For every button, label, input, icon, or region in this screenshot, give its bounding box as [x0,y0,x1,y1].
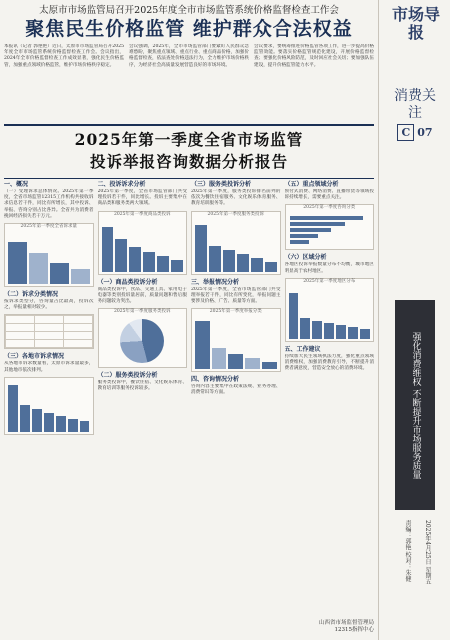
pie-chart-graphic [120,319,164,363]
section-text: 2025年第一季度，全省市场监管部门共受理举报若干件，同比有所变化，举报问题主要涉及价格、广告、质量等方面。 [191,286,281,305]
figure [285,204,375,250]
section-text: 商品类投诉中，食品、交通工具、家用电子电器等类别投诉量居前，质量问题和售后服务问题较为突出。 [97,286,187,305]
figure-title: 2025年第一季度服务类投诉 [207,211,264,217]
section-label: 消费关注 [394,88,436,121]
report-columns [4,180,374,636]
figure [285,278,375,342]
bar-chart-graphic [192,315,280,371]
table-figure [4,314,94,349]
figure [98,308,188,368]
section-title: （二）服务类投诉分析 [97,372,158,380]
section-text: （一）受理诉求总体情况。2025年第一季度，全省市场监管12315工作机构共接收诉求信息若干件，同比有所增长，其中投诉、举报、咨询分别占比各异。全省共为消费者挽回经济损失若干万元。 [4,189,94,219]
section-text: 从各地市诉求数量看，太原市诉求量最多，其他地市依次排列。 [4,361,94,373]
lead-col-1: 本报讯（记者 郭艳艳）近日，太原市市场监管局召开2025年度全市市场监管系统价格监督检查工作会。会议指出，2024年全市价格监督检查工作成效显著，强化民生价格监管，加强重点领域价格监管，维护市场价格秩序稳定。 [4,44,124,68]
report-source [319,620,374,634]
report-col-3 [191,180,281,636]
figure [98,211,188,275]
slogan-banner: 强化消费维权 不断提升市场服务质量 [395,300,435,510]
report-title [4,124,374,179]
bar-chart-graphic [99,218,187,274]
bar-chart-graphic [5,378,93,434]
section-text: 各地区投诉举报数量分布不均衡，城市地区明显高于农村地区。 [284,262,374,274]
kicker: 太原市市场监管局召开2025年度全市市场监管系统价格监督检查工作会 [39,5,339,16]
figure [4,377,94,435]
hbar-chart-graphic [286,211,374,249]
editor-info: 责编：郭艳 校对：朱健 [404,520,411,582]
masthead-logo: 市场导报 [391,5,440,42]
page-letter: C [397,124,414,141]
report-col-4 [285,180,375,636]
section-text: 2025年第一季度，全省市场监管部门共受理投诉若干件，同比增长。投诉主要集中在商品类和服务类两大领域。 [97,189,187,207]
figure-title: 2025年第一季度咨询分类 [303,205,356,211]
figure-title: 2025年第一季度地区分布 [303,278,356,284]
page-code [391,124,439,141]
source-line-1: 山西省市场监督管理局 [318,620,374,626]
figure [191,308,281,372]
bar-chart-graphic [286,285,374,341]
section-title: 一、概况 [4,181,29,188]
section-text: 咨询内容主要集中在政策法规、业务办理、消费常识等方面。 [191,384,281,396]
report-title-line-2: 投诉举报咨询数据分析报告 [89,152,288,171]
section-title: （三）服务类投诉分析 [191,181,252,188]
figure [191,211,281,275]
bar-chart-graphic [5,230,93,286]
lead-col-3: 会议要求，要统筹推进价格监管各项工作，进一步提高价格监管效能。要落实价格监管规范化建设，开展价格监督检查；要强化价格风险防范，及时回应社会关切；要加强队伍建设，提升价格监管能力水平。 [254,44,374,68]
section-text: 2025年第一季度，服务类投诉排名前列的依次为餐饮住宿服务、文化娱乐体育服务、教育培训服务等。 [191,189,281,207]
section-title: 四、咨询情况分析 [191,376,240,384]
figure-title: 2025年第一季度商品类投诉 [114,211,171,217]
section-title: （三）各地市诉求情况 [4,353,65,361]
report-col-2 [98,180,188,636]
section-text: 预付式消费、网络消费、直播带货等领域投诉持续增长，需要重点关注。 [284,189,374,201]
report-col-1 [4,180,94,636]
figure-title: 2025年第一季度全省诉求量 [20,224,77,230]
section-title: 三、举报情况分析 [191,278,240,286]
section-title: （一）商品类投诉分析 [97,278,158,286]
section-text: 持续加大民生领域执法力度，强化重点领域消费维权，加强消费教育引导，不断提升消费者满意度，营造安全放心的消费环境。 [284,353,374,372]
page-number: 07 [417,126,433,139]
headline: 聚焦民生价格监管 维护群众合法权益 [25,18,353,40]
report-title-line-1: 2025年第一季度全省市场监管 [74,130,304,149]
section-title: 五、工作建议 [284,345,321,353]
figure-title: 2025年第一季度举报分类 [209,309,262,315]
section-title: （六）区域分析 [284,254,327,262]
figure [4,223,94,287]
section-text: 服务类投诉中，餐饮住宿、文化娱乐体育、教育培训等服务投诉较多。 [97,380,187,392]
section-title: 二、投诉诉求分析 [97,181,146,188]
section-title: （二）诉求分类情况 [4,291,59,299]
section-text: 按诉求类型分，咨询量占比最高，投诉次之，举报量相对较少。 [4,299,94,311]
right-rail [378,0,450,640]
issue-date: 2025年4月25日 星期五 [424,520,431,585]
section-title: （五）重点领域分析 [284,181,339,188]
figure-title: 2025年第一季度服务类投诉 [114,309,171,315]
main-content [4,4,374,636]
lead-article [4,44,374,116]
source-line-2: 12315指挥中心 [334,627,374,633]
lead-col-2: 会议强调，2025年，全市市场监管部门要紧盯人民群众急难愁盼，聚焦重点领域、重点行业、重点商品价格，加强价格监督检查，依法查处价格违法行为，全力维护市场价格秩序，为经济社会高质量发展营造良好的市场环境。 [129,44,249,68]
bar-chart-graphic [192,218,280,274]
